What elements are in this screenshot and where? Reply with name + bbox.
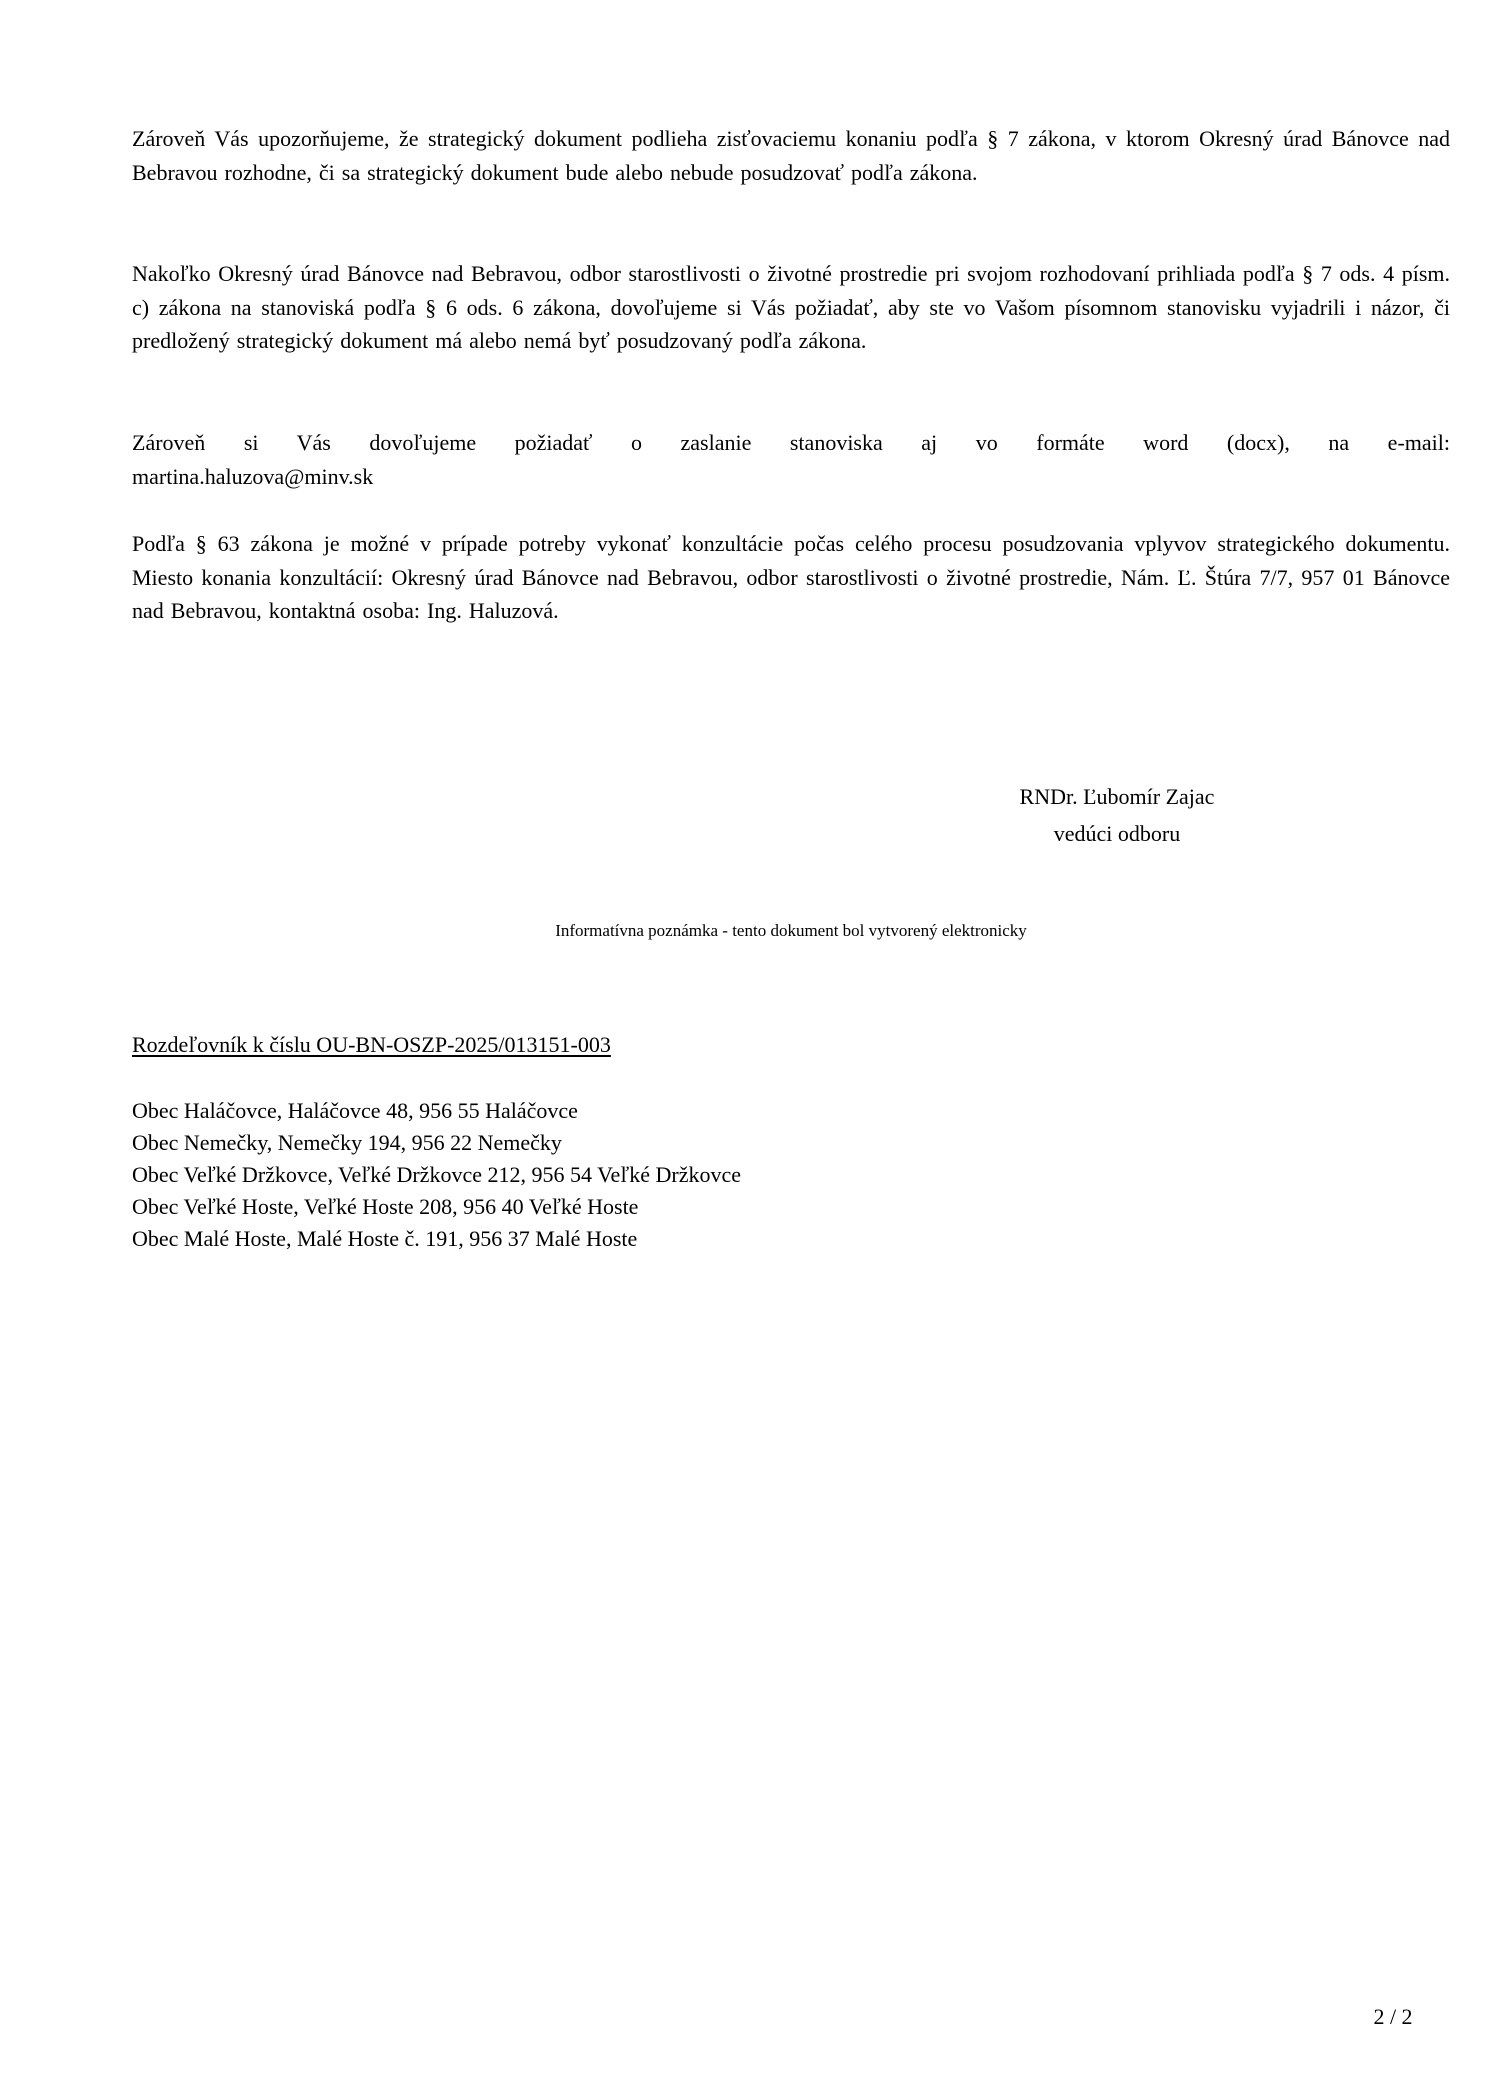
paragraph-konzultacie: Podľa § 63 zákona je možné v prípade potreby vykonať konzultácie počas celého procesu posudzovania vplyvov strategického dokumentu. Miesto konania konzultácií: Okresný úrad Bánovce nad Bebravou, odbor starostlivosti o životné prostredie, Nám. Ľ. Štúra 7/7, 957 01 Bánovce nad Bebravou, kontaktná osoba: Ing. Haluzová. <box>132 531 1450 623</box>
paragraph-email-request <box>132 426 1450 493</box>
recipient-line: Obec Veľké Držkovce, Veľké Držkovce 212, 956 54 Veľké Držkovce <box>132 1162 741 1187</box>
informative-note: Informatívna poznámka - tento dokument bol vytvorený elektronicky <box>555 921 1027 940</box>
signature-name: RNDr. Ľubomír Zajac <box>1019 784 1215 809</box>
recipient-line: Obec Haláčovce, Haláčovce 48, 956 55 Haláčovce <box>132 1098 578 1123</box>
recipient-line: Obec Nemečky, Nemečky 194, 956 22 Nemečky <box>132 1130 562 1155</box>
signature-block <box>917 778 1317 852</box>
distribution-list <box>132 1095 1450 1255</box>
contact-email: martina.haluzova@minv.sk <box>132 463 374 489</box>
paragraph-notice-zistovacie-konanie: Zároveň Vás upozorňujeme, že strategický dokument podlieha zisťovaciemu konaniu podľa § 7 zákona, v ktorom Okresný úrad Bánovce nad Bebravou rozhodne, či sa strategický dokument bude alebo nebude posudzovať podľa zákona. <box>132 126 1450 185</box>
signature-role: vedúci odboru <box>1053 821 1181 846</box>
email-request-text: Zároveň si Vás dovoľujeme požiadať o zaslanie stanoviska aj vo formáte word (docx), na e-mail: <box>132 430 1450 455</box>
page-number: 2 / 2 <box>1373 2004 1413 2029</box>
recipient-line: Obec Veľké Hoste, Veľké Hoste 208, 956 40 Veľké Hoste <box>132 1194 639 1219</box>
distribution-heading: Rozdeľovník k číslu OU-BN-OSZP-2025/013151-003 <box>132 1032 611 1057</box>
recipient-line: Obec Malé Hoste, Malé Hoste č. 191, 956 37 Malé Hoste <box>132 1226 638 1251</box>
paragraph-request-stanovisko: Nakoľko Okresný úrad Bánovce nad Bebravou, odbor starostlivosti o životné prostredie pri svojom rozhodovaní prihliada podľa § 7 ods. 4 písm. c) zákona na stanoviská podľa § 6 ods. 6 zákona, dovoľujeme si Vás požiadať, aby ste vo Vašom písomnom stanovisku vyjadrili i názor, či predložený strategický dokument má alebo nemá byť posudzovaný podľa zákona. <box>132 261 1450 353</box>
